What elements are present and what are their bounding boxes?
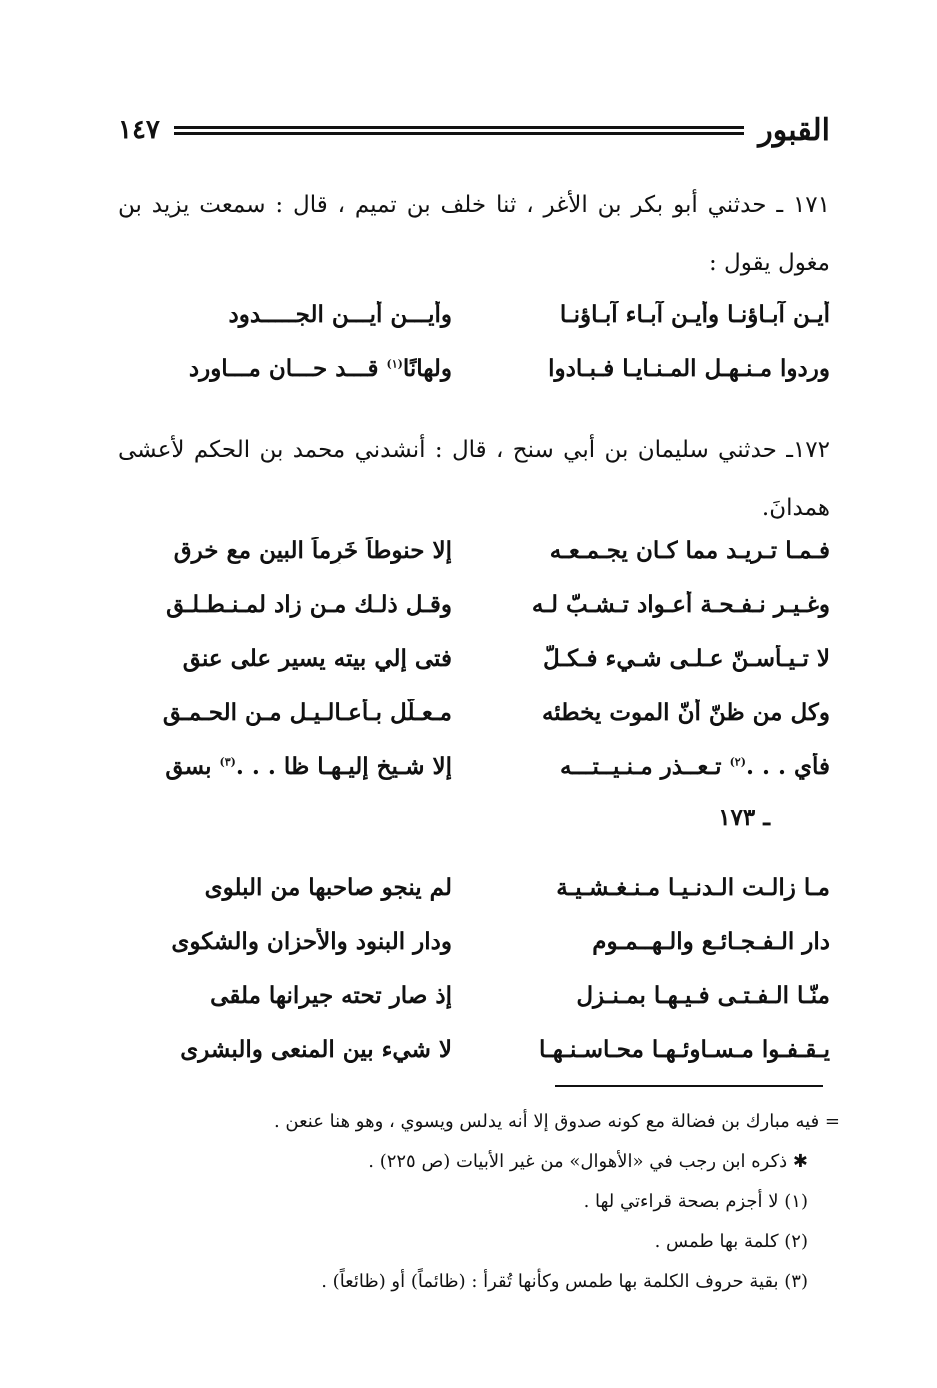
verse-word: ولهانًا [402, 354, 452, 382]
verse-row [118, 1022, 830, 1076]
verse-word: تـعــذر مـنـيــتـــه [560, 752, 722, 780]
second-hemistich: فتى إلي بيته يسير على عنق [182, 644, 452, 672]
entry-173-number: ـ ١٧٣ [718, 804, 770, 831]
second-hemistich: إلا حنوطاً خَرِماً البين مع خرق [173, 536, 452, 564]
entry-172-verses [118, 523, 830, 793]
verse-row [118, 523, 830, 577]
second-hemistich: لا شيء بين المنعى والبشرى [180, 1035, 452, 1063]
footnote-separator [555, 1085, 823, 1087]
second-hemistich: وقـل ذلـك مـن زاد لمـنـطـلـق [166, 590, 452, 618]
entry-172-text: ١٧٢ـ حدثني سليمان بن أبي سنح ، قال : أنشدني محمد بن الحكم لأعشى همدانَ. [118, 437, 830, 521]
verse-word: فأي . . . [745, 752, 830, 780]
entry-171-text: ١٧١ ـ حدثني أبو بكر بن الأغر ، ثنا خلف بن تميم ، قال : سمعت يزيد بن مغول يقول : [118, 192, 830, 276]
verse-row [118, 287, 830, 341]
entry-171-verses [118, 287, 830, 395]
first-hemistich: يـقـفـوا مـسـاوئـهـا محـاسـنـهـا [538, 1035, 830, 1063]
first-hemistich: أيـن آبـاؤنـا وأيـن آبـاء آبـاؤنـا [559, 300, 830, 328]
verse-row [118, 341, 830, 395]
first-hemistich: فـمـا تـريـد مما كـان يجـمـعـه [549, 536, 830, 564]
footnote: ✱ ذكره ابن رجب في «الأهوال» من غير الأبيات (ص ٢٢٥) . [368, 1151, 808, 1172]
verse-row [118, 739, 830, 793]
footnote-marker: (١) [386, 356, 403, 370]
page-number: ١٤٧ [118, 115, 160, 145]
verse-row [118, 685, 830, 739]
running-title: القبور [758, 112, 830, 148]
second-hemistich: إذ صار تحته جيرانها ملقى [210, 981, 452, 1009]
first-hemistich: لا تـيـأسـنّ عـلـى شـيء فـكـلّ [542, 644, 830, 672]
page-header [118, 108, 830, 152]
first-hemistich: منّـا الـفـتـى فـيـهـا بمـنـزل [576, 981, 830, 1009]
verse-word: بسق [165, 752, 212, 780]
verse-row [118, 968, 830, 1022]
footnote: (٢) كلمة بها طمس . [654, 1231, 808, 1252]
footnote: (١) لا أجزم بصحة قراءتي لها . [583, 1191, 808, 1212]
verse-word: إلا شـيخ إليـهـا ظا . . . [235, 752, 452, 780]
verse-row [118, 631, 830, 685]
header-double-rule [174, 126, 744, 135]
verse-row [118, 577, 830, 631]
footnote-marker: (٣) [219, 754, 236, 768]
footnote: (٣) بقية حروف الكلمة بها طمس وكأنها تُقرأ : (ظائماً) أو (ظائعاً) . [321, 1271, 808, 1292]
first-hemistich: مـا زالـت الـدنـيـا مـنـغـشـيـة [556, 873, 830, 901]
verse-row [118, 860, 830, 914]
second-hemistich [118, 753, 452, 780]
first-hemistich: وغـيـر نـفـحـة أعـواد تـشـبّ لـه [531, 590, 830, 618]
second-hemistich: لم ينجو صاحبها من البلوى [204, 873, 452, 901]
first-hemistich: وكل من ظنّ أنّ الموت يخطئه [541, 698, 830, 726]
second-hemistich: وأيـــن أيـــن الجـــــدود [228, 300, 452, 328]
second-hemistich: مـعـلّل بـأعـالـيـل مـن الحـمـق [162, 698, 452, 726]
second-hemistich: ودار البنود والأحزان والشكوى [171, 927, 452, 955]
footnotes [200, 1102, 840, 1302]
verse-row [118, 914, 830, 968]
footnote: = فيه مبارك بن فضالة مع كونه صدوق إلا أنه يدلس ويسوي ، وهو هنا عنعن . [273, 1111, 840, 1132]
verse-word: قـــد حـــان مـــاورد [188, 354, 379, 382]
first-hemistich: وردوا مـنـهـل المـنـايـا فـبـادوا [548, 354, 830, 382]
first-hemistich [496, 753, 830, 780]
footnote-marker: (٢) [729, 754, 746, 768]
second-hemistich [118, 355, 452, 382]
entry-173-verses [118, 860, 830, 1076]
first-hemistich: دار الـفـجـائـع والـهــمـوم [592, 927, 830, 955]
